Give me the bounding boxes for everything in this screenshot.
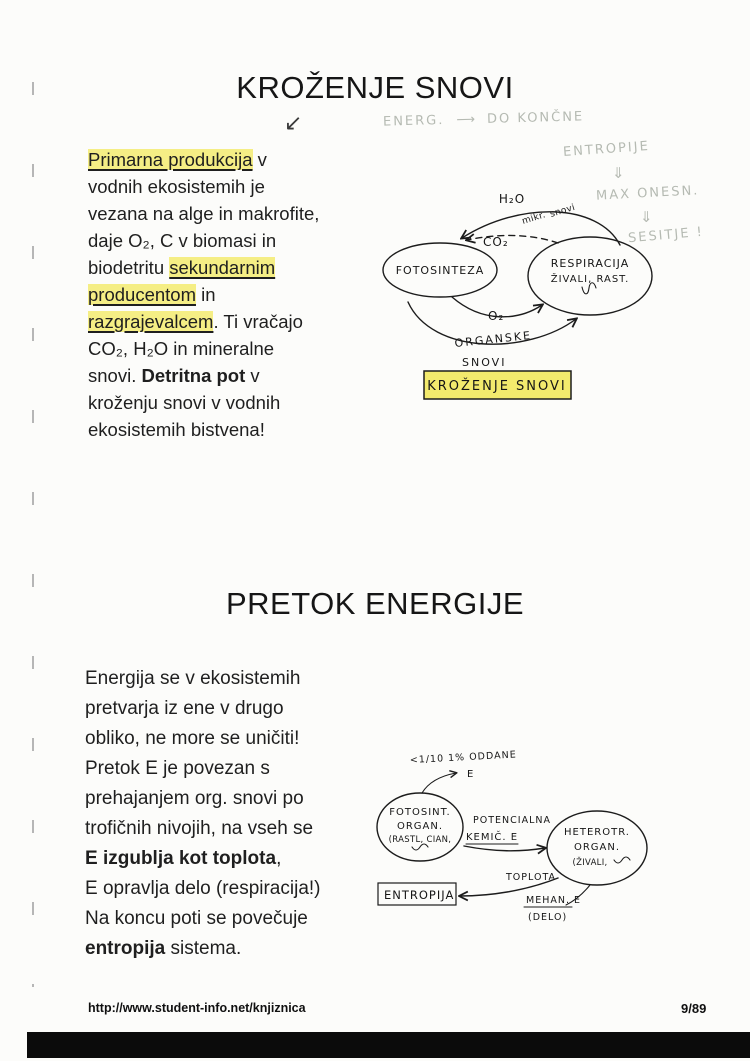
highlighted-term: razgrajevalcem [88,311,214,332]
mikr-label: mikr. [520,210,548,227]
h2o-label: H₂O [498,192,526,206]
potencialna-arrow [464,846,545,851]
bold-term: Detritna pot [141,365,246,386]
text: v [252,149,267,170]
section2-paragraph [85,664,321,964]
text-line: CO₂, H₂O in mineralne [88,338,275,359]
heterotr-organ-label: ORGAN. [573,842,621,853]
text-line [88,362,319,389]
text-line [85,844,321,874]
delo-label: (DELO) [528,912,568,923]
entropija-label: ENTROPIJA [384,888,455,902]
text-line [88,254,319,281]
scribble [614,857,630,863]
text-line: prehajanjem org. snovi po [85,788,304,809]
text-line: vodnih ekosistemih je [88,176,265,197]
respiracija-label: RESPIRACIJA [550,257,630,270]
co2-dashed-arrow [467,235,558,243]
fotosint-label: FOTOSINT. [389,807,451,818]
text-line: ekosistemih bistvena! [88,419,265,440]
text: . Ti vračajo [213,311,303,332]
text-line: Energija se v ekosistemih [85,668,301,689]
text-line: vezana na alge in makrofite, [88,203,320,224]
text-line [88,308,319,335]
text-line: daje O₂, C v biomasi in [88,230,277,251]
section1-paragraph [88,146,319,443]
oddane-arrow [422,773,456,793]
section2-title: PRETOK ENERGIJE [225,586,525,621]
pencil-down-arrow-icon: ⇓ [640,208,655,226]
handdrawn-arrow-icon: ↙ [284,110,303,135]
page-number: 9/89 [681,1001,707,1016]
text-line: pretvarja iz ene v drugo [85,698,284,719]
bold-term: entropija [85,938,166,959]
zivali-rast-label: ŽIVALI, RAST. [550,274,630,285]
footer-url: http://www.student-info.net/knjiznica [88,1001,306,1015]
text-line: kroženju snovi v vodnih [88,392,281,413]
text-line: Pretok E je povezan s [85,758,270,779]
text: v [245,365,260,386]
text-line: obliko, ne more se uničiti! [85,728,300,749]
text: , [276,848,282,869]
pencil-note-max-onesn: MAX ONESN. [595,183,700,204]
energy-flow-diagram [360,733,680,938]
oddane-label: <1/10 1% ODDANE [409,749,517,766]
scan-margin-dashes [32,82,34,987]
matter-cycle-diagram [370,183,670,405]
zivali-label: (ŽIVALI, [572,858,608,868]
pencil-note-entropije: ENTROPIJE [562,138,651,161]
pencil-note-energ [383,109,585,129]
co2-label: CO₂ [483,235,509,249]
text-line [88,281,319,308]
bold-term: E izgublja kot toplota [85,848,277,869]
mehan-e-label: MEHAN. E [526,895,581,906]
text: biodetritu [88,257,170,278]
snovi-label: SNOVI [462,356,507,369]
highlighted-term: producentom [88,284,196,305]
text-line: E opravlja delo (respiracija!) [85,878,321,899]
pencil-down-arrow-icon: ⇓ [612,164,627,182]
fotosinteza-label: FOTOSINTEZA [395,264,485,277]
rastl-cian-label: (RASTL, CIAN, [388,835,452,845]
pencil-text: DO KONČNE [486,109,585,127]
mikr-snovi-label: snovi [548,202,577,220]
text-line: trofičnih nivojih, na vseh se [85,818,314,839]
potencialna-label: POTENCIALNA [473,815,551,826]
kemic-e-label: KEMIČ. E [465,832,519,843]
text-line [88,146,319,173]
organske-label: ORGANSKE [453,328,533,350]
text: sistema. [165,938,242,959]
text-line: Na koncu poti se povečuje [85,908,308,929]
highlighted-term: Primarna produkcija [88,149,253,170]
oddane-e-label: E [467,769,475,780]
heterotr-label: HETEROTR. [564,827,630,838]
pencil-text: ENERG. [382,113,445,130]
fotosint-organ-label: ORGAN. [396,821,444,832]
highlighted-term: sekundarnim [169,257,276,278]
o2-label: O₂ [488,309,505,323]
scan-black-bar [27,1032,750,1058]
pencil-arrow-icon: ⟶ [456,112,476,128]
krozenje-snovi-box-label: KROŽENJE SNOVI [427,379,567,394]
text: in [195,284,216,305]
toplota-label: TOPLOTA [506,872,557,883]
text-line [85,934,321,964]
text: snovi. [88,365,142,386]
section1-title: KROŽENJE SNOVI [236,70,514,105]
pencil-note-sesitje: SESITJE ! [627,224,705,247]
